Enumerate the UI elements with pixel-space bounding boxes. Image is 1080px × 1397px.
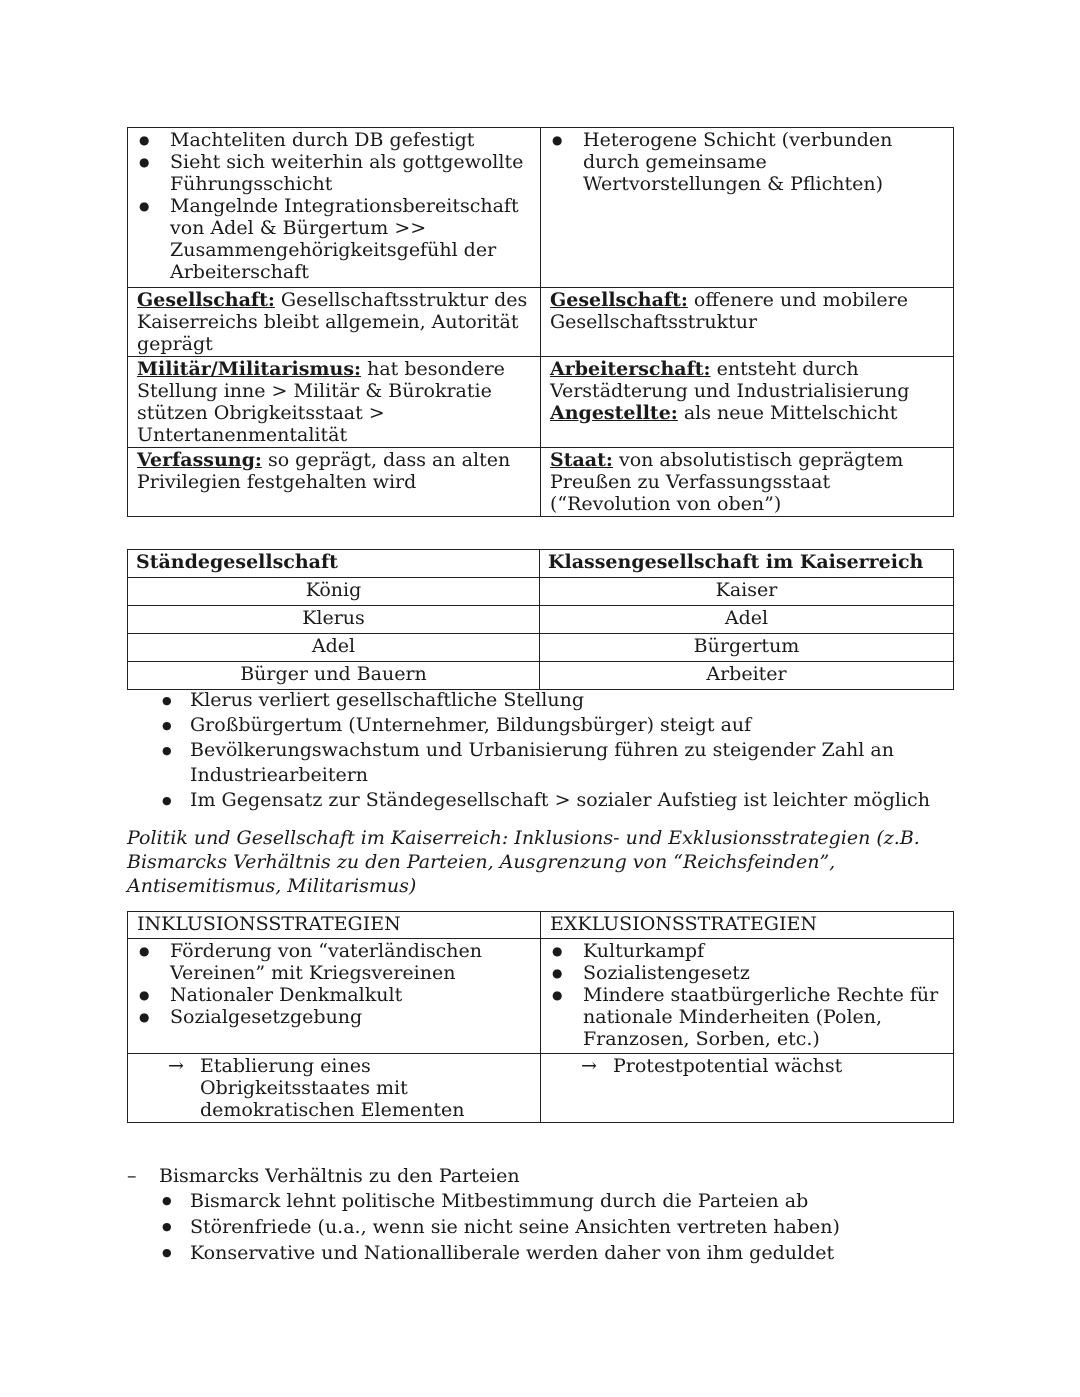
term-label: Gesellschaft: xyxy=(137,289,275,311)
table-header-row xyxy=(128,550,954,578)
list-item: ● Kulturkampf xyxy=(583,940,945,962)
table-row xyxy=(128,578,954,606)
table-cell: Arbeiter xyxy=(540,662,954,690)
bullet-list xyxy=(550,940,945,1050)
list-item: ● Förderung von “vaterländischen Vereinen” mit Kriegsvereinen xyxy=(170,940,532,984)
table-row xyxy=(128,606,954,634)
term-text: hat besondere Stellung inne > Militär & Bürokratie stützen Obrigkeitsstaat > Untertanenmentalität xyxy=(137,358,505,446)
table-cell xyxy=(128,1054,541,1123)
table-cell xyxy=(128,128,541,288)
subsection-heading: – Bismarcks Verhältnis zu den Parteien xyxy=(127,1165,520,1187)
term-label: Staat: xyxy=(550,449,613,471)
table-row xyxy=(128,448,954,517)
term-label: Angestellte: xyxy=(550,402,678,424)
table-cell: Bürgertum xyxy=(540,634,954,662)
bullet-list xyxy=(137,129,532,283)
list-item: ● Störenfriede (u.a., wenn sie nicht seine Ansichten vertreten haben) xyxy=(190,1214,950,1240)
bullet-list xyxy=(550,129,945,195)
term-text: offenere und mobilere Gesellschaftsstruktur xyxy=(550,289,908,333)
term-label: Arbeiterschaft: xyxy=(550,358,711,380)
table-row xyxy=(128,634,954,662)
list-item: ● Bismarck lehnt politische Mitbestimmung durch die Parteien ab xyxy=(190,1188,950,1214)
table-header-cell: Ständegesellschaft xyxy=(128,550,540,578)
table-cell xyxy=(541,1054,954,1123)
table-cell: Bürger und Bauern xyxy=(128,662,540,690)
arrow-right-icon: → xyxy=(168,1055,184,1077)
table-cell: Klerus xyxy=(128,606,540,634)
table-cell: Kaiser xyxy=(540,578,954,606)
term-label: Verfassung: xyxy=(137,449,262,471)
list-item: ● Großbürgertum (Unternehmer, Bildungsbürger) steigt auf xyxy=(190,713,950,738)
term-text: so geprägt, dass an alten Privilegien festgehalten wird xyxy=(137,449,511,493)
result-text: → Etablierung eines Obrigkeitsstaates mit demokratischen Elementen xyxy=(168,1055,465,1121)
table-cell: Adel xyxy=(540,606,954,634)
table-cell xyxy=(128,288,541,357)
society-comparison-table xyxy=(127,549,954,690)
bullet-list xyxy=(190,1188,950,1266)
term-label: Militär/Militarismus: xyxy=(137,358,362,380)
term-text: entsteht durch Verstädterung und Industrialisierung xyxy=(550,358,910,402)
table-cell xyxy=(541,357,954,448)
table-cell xyxy=(541,288,954,357)
arrow-right-icon: → xyxy=(581,1055,597,1077)
table-row xyxy=(128,662,954,690)
term-text: von absolutistisch geprägtem Preußen zu Verfassungsstaat (“Revolution von oben”) xyxy=(550,449,904,515)
term-text: als neue Mittelschicht xyxy=(677,402,898,424)
list-item: ● Sozialgesetzgebung xyxy=(170,1006,532,1028)
bullet-list xyxy=(137,940,532,1028)
table-cell: Adel xyxy=(128,634,540,662)
table-cell xyxy=(541,448,954,517)
list-item: ● Im Gegensatz zur Ständegesellschaft > sozialer Aufstieg ist leichter möglich xyxy=(190,788,950,813)
table-row xyxy=(128,939,954,1054)
table-header-cell: EXKLUSIONSSTRATEGIEN xyxy=(541,912,954,939)
table-cell xyxy=(128,357,541,448)
table-cell xyxy=(128,939,541,1054)
list-item: ● Klerus verliert gesellschaftliche Stellung xyxy=(190,688,950,713)
list-item: ● Mindere staatbürgerliche Rechte für nationale Minderheiten (Polen, Franzosen, Sorben, etc.) xyxy=(583,984,945,1050)
term-text: Gesellschaftsstruktur des Kaiserreichs bleibt allgemein, Autorität geprägt xyxy=(137,289,528,355)
table-cell: König xyxy=(128,578,540,606)
table-cell xyxy=(128,448,541,517)
table-header-cell: Klassengesellschaft im Kaiserreich xyxy=(540,550,954,578)
list-item: ● Sozialistengesetz xyxy=(583,962,945,984)
list-item: ● Bevölkerungswachstum und Urbanisierung führen zu steigender Zahl an Industriearbeitern xyxy=(190,738,950,788)
list-item: ● Nationaler Denkmalkult xyxy=(170,984,532,1006)
list-item: ● Heterogene Schicht (verbunden durch gemeinsame Wertvorstellungen & Pflichten) xyxy=(583,129,945,195)
table-header-row xyxy=(128,912,954,939)
table-cell xyxy=(541,128,954,288)
dash-marker: – xyxy=(127,1165,137,1187)
comparison-table xyxy=(127,127,954,517)
list-item: ● Sieht sich weiterhin als gottgewollte Führungsschicht xyxy=(170,151,532,195)
section-heading: Politik und Gesellschaft im Kaiserreich: Inklusions- und Exklusionsstrategien (z.B. Bismarcks Verhältnis zu den Parteien, Ausgrenzung von “Reichsfeinden”, Antisemitismus, Militarismus) xyxy=(127,827,920,897)
table-row xyxy=(128,357,954,448)
bullet-list xyxy=(190,688,950,813)
table-row xyxy=(128,128,954,288)
table-row xyxy=(128,288,954,357)
term-label: Gesellschaft: xyxy=(550,289,688,311)
list-item: ● Machteliten durch DB gefestigt xyxy=(170,129,532,151)
table-header-cell: INKLUSIONSSTRATEGIEN xyxy=(128,912,541,939)
strategies-table xyxy=(127,911,954,1123)
table-row xyxy=(128,1054,954,1123)
list-item: ● Konservative und Nationalliberale werden daher von ihm geduldet xyxy=(190,1240,950,1266)
table-cell xyxy=(541,939,954,1054)
list-item: ● Mangelnde Integrationsbereitschaft von Adel & Bürgertum >> Zusammengehörigkeitsgefühl der Arbeiterschaft xyxy=(170,195,532,283)
result-text: → Protestpotential wächst xyxy=(581,1055,843,1077)
